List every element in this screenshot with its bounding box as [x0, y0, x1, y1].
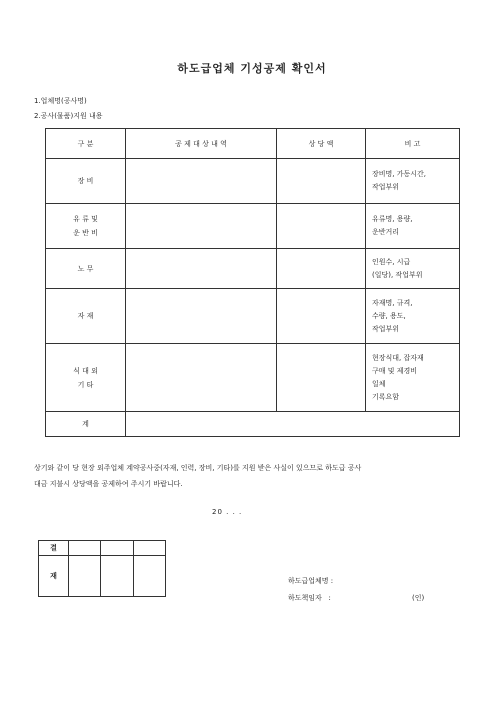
deduction-cell[interactable]	[126, 289, 277, 344]
support-content-line: 2.공사(물품)지원 내용	[34, 112, 103, 120]
header-remarks: 비 고	[366, 129, 460, 159]
row-category: 자 재	[46, 289, 126, 344]
statement-paragraph: 상기와 같이 당 현장 외주업체 계약공사중(자재, 인력, 장비, 기타)를 지원 받은 사실이 있으므로 하도급 공사 대금 지불시 상당액을 공제하여 주시기 바랍니다.	[34, 464, 362, 488]
table-row	[46, 344, 460, 412]
approval-sign-cell[interactable]	[69, 556, 101, 597]
row-category: 식 대 외 기 타	[46, 344, 126, 412]
deduction-table	[45, 128, 460, 437]
approval-sign-cell[interactable]	[101, 556, 133, 597]
row-note: 장비명, 가동시간, 작업부위	[366, 159, 460, 204]
date-line: 20 . . .	[212, 508, 243, 516]
amount-cell[interactable]	[277, 289, 366, 344]
amount-cell[interactable]	[277, 344, 366, 412]
approval-label: 결	[39, 541, 69, 556]
row-note: 현장식대, 잡자재 구매 및 제경비 일체 기록요함	[366, 344, 460, 412]
table-header-row	[46, 129, 460, 159]
responsible-person-label: 하도책임자 :	[288, 594, 331, 602]
amount-cell[interactable]	[277, 249, 366, 289]
deduction-cell[interactable]	[126, 159, 277, 204]
table-row	[46, 204, 460, 249]
seal-mark: (인)	[412, 594, 425, 602]
approval-header-cell	[133, 541, 165, 556]
row-note: 유류명, 용량, 운반거리	[366, 204, 460, 249]
deduction-cell[interactable]	[126, 204, 277, 249]
row-note: 인원수, 시급 (일당), 작업부위	[366, 249, 460, 289]
total-label: 계	[46, 412, 126, 437]
row-category: 노 무	[46, 249, 126, 289]
amount-cell[interactable]	[277, 159, 366, 204]
deduction-cell[interactable]	[126, 344, 277, 412]
subcontractor-name-label: 하도급업체명 :	[288, 577, 334, 585]
approval-sign-cell[interactable]	[133, 556, 165, 597]
header-deduction-items: 공 제 대 상 내 역	[126, 129, 277, 159]
total-cell[interactable]	[126, 412, 460, 437]
approval-box	[38, 540, 198, 597]
table-row	[46, 289, 460, 344]
company-name-line: 1.업체명(공사명)	[34, 97, 87, 105]
row-category: 장 비	[46, 159, 126, 204]
row-category: 유 류 및 운 반 비	[46, 204, 126, 249]
document-title: 하도급업체 기성공제 확인서	[177, 62, 327, 75]
amount-cell[interactable]	[277, 204, 366, 249]
deduction-cell[interactable]	[126, 249, 277, 289]
approval-header-cell	[101, 541, 133, 556]
header-category: 구 분	[46, 129, 126, 159]
header-amount: 상 당 액	[277, 129, 366, 159]
approval-header-cell	[69, 541, 101, 556]
table-total-row	[46, 412, 460, 437]
table-row	[46, 159, 460, 204]
table-row	[46, 249, 460, 289]
row-note: 자재명, 규격, 수량, 용도, 작업부위	[366, 289, 460, 344]
approval-label: 재	[39, 556, 69, 597]
